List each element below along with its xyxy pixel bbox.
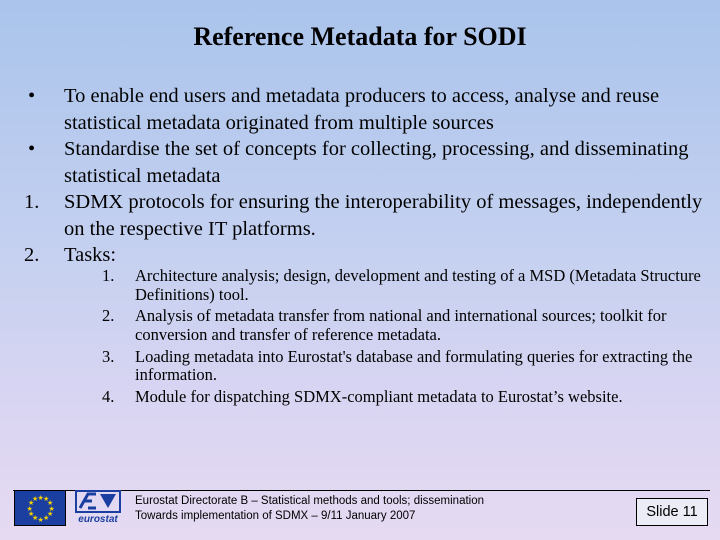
sub-list-item: [102, 388, 702, 407]
bullet-marker: •: [28, 138, 36, 160]
eu-star-icon: ★: [27, 499, 35, 507]
list-item: [24, 189, 704, 242]
eu-star-icon: ★: [43, 514, 50, 523]
eu-star-icon: ★: [48, 504, 55, 513]
sub-list-item-text: Architecture analysis; design, development and testing of a MSD (Metadata Structure Definitions) tool.: [135, 266, 701, 304]
footer-line-1: Eurostat Directorate B – Statistical methods and tools; dissemination: [135, 495, 485, 507]
eurostat-logo: [74, 490, 122, 526]
eu-star-icon: ★: [47, 510, 54, 518]
footer-text: [135, 494, 605, 524]
number-marker: 3.: [102, 346, 115, 366]
sub-list-item-text: Analysis of metadata transfer from national and international sources; toolkit for conversion and transfer of reference metadata.: [135, 306, 667, 344]
number-marker: 1.: [24, 191, 40, 213]
eu-flag-icon: [14, 490, 66, 526]
list-item: [24, 83, 704, 136]
sub-list-item: [102, 307, 702, 344]
main-bullet-list: [24, 83, 704, 269]
eurostat-logo-mark: [74, 490, 122, 514]
eu-star-icon: ★: [37, 493, 44, 502]
eu-star-icon: ★: [32, 494, 39, 503]
bullet-marker: •: [28, 85, 36, 107]
eu-star-icon: ★: [27, 510, 35, 518]
sub-list-item-text: Loading metadata into Eurostat's database and formulating queries for extracting the information.: [135, 346, 693, 385]
number-marker: 2.: [24, 244, 40, 266]
list-item-text: SDMX protocols for ensuring the interoperability of messages, independently on the respective IT platforms.: [64, 191, 703, 240]
slide-number: Slide 11: [636, 498, 708, 526]
number-marker: 1.: [102, 266, 115, 285]
list-item-text: To enable end users and metadata producers to access, analyse and reuse statistical metadata originated from multiple sources: [64, 85, 660, 134]
eu-star-icon: ★: [32, 514, 39, 523]
sub-list-item: [102, 267, 702, 304]
footer-line-2: Towards implementation of SDMX – 9/11 January 2007: [135, 510, 416, 522]
list-item: [24, 136, 704, 189]
sub-list-item-text: Module for dispatching SDMX-compliant metadata to Eurostat’s website.: [135, 387, 623, 407]
eu-star-icon: ★: [43, 494, 50, 503]
eurostat-logo-text: eurostat: [78, 514, 118, 525]
tasks-sub-list: [102, 267, 702, 410]
eu-star-icon: ★: [26, 504, 33, 513]
eu-star-icon: ★: [37, 515, 44, 524]
list-item: [24, 242, 704, 269]
sub-list-item: [102, 348, 702, 385]
eu-star-icon: ★: [47, 499, 54, 507]
number-marker: 2.: [102, 306, 115, 326]
slide-title: Reference Metadata for SODI: [193, 22, 527, 51]
list-item-text: Tasks:: [64, 244, 117, 266]
number-marker: 4.: [102, 387, 115, 407]
list-item-text: Standardise the set of concepts for collecting, processing, and disseminating statistical metadata: [64, 138, 689, 187]
